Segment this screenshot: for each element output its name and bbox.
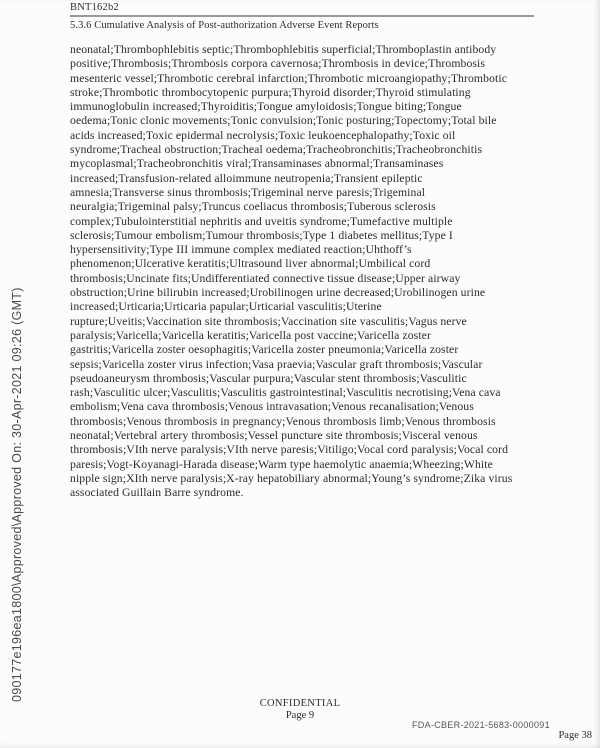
body-text-line: rash;Vasculitic ulcer;Vasculitis;Vasculitis gastrointestinal;Vasculitis necrotising;Vena cava	[70, 386, 501, 400]
body-text-line: thrombosis;Venous thrombosis in pregnancy;Venous thrombosis limb;Venous thrombosis	[70, 414, 496, 428]
body-text-line: gastritis;Varicella zoster oesophagitis;Varicella zoster pneumonia;Varicella zoster	[70, 343, 459, 357]
body-text-line: sclerosis;Tumour embolism;Tumour thrombosis;Type 1 diabetes mellitus;Type I	[70, 228, 453, 242]
body-text-line: thrombosis;Uncinate fits;Undifferentiated connective tissue disease;Upper airway	[70, 271, 461, 285]
approval-stamp-vertical-text: 090177e196ea1800\Approved\Approved On: 30-Apr-2021 09:26 (GMT)	[10, 287, 24, 702]
body-text-line: immunoglobulin increased;Thyroiditis;Tongue amyloidosis;Tongue biting;Tongue	[70, 100, 462, 114]
page-header	[70, 2, 534, 32]
document-page-number: Page 9	[285, 710, 315, 721]
body-text-line: positive;Thrombosis;Thrombosis corpora cavernosa;Thrombosis in device;Thrombosis	[70, 57, 486, 71]
body-text-line: mesenteric vessel;Thrombotic cerebral infarction;Thrombotic microangiopathy;Thrombotic	[70, 71, 507, 85]
body-text-line: hypersensitivity;Type III immune complex mediated reaction;Uhthoff’s	[70, 243, 412, 257]
body-text-line: neuralgia;Trigeminal palsy;Truncus coeliacus thrombosis;Tuberous sclerosis	[70, 200, 436, 214]
body-text-line: paralysis;Varicella;Varicella keratitis;Varicella post vaccine;Varicella zoster	[70, 328, 431, 342]
body-text-line: increased;Urticaria;Urticaria papular;Urticarial vasculitis;Uterine	[70, 300, 382, 314]
section-title: 5.3.6 Cumulative Analysis of Post-authorization Adverse Event Reports	[70, 20, 379, 31]
body-text-line: neonatal;Vertebral artery thrombosis;Vessel puncture site thrombosis;Visceral venous	[70, 429, 478, 443]
body-text-line: thrombosis;VIth nerve paralysis;VIth nerve paresis;Vitiligo;Vocal cord paralysis;Vocal cord	[70, 443, 509, 457]
body-text-line: oedema;Tonic clonic movements;Tonic convulsion;Tonic posturing;Topectomy;Total bile	[70, 114, 497, 128]
body-text-line: acids increased;Toxic epidermal necrolysis;Toxic leukoencephalopathy;Toxic oil	[70, 128, 456, 142]
adverse-events-list	[70, 43, 548, 501]
body-text-line: sepsis;Varicella zoster virus infection;Vasa praevia;Vascular graft thrombosis;Vascular	[70, 357, 483, 371]
confidential-label: CONFIDENTIAL	[259, 698, 341, 709]
body-text-line: stroke;Thrombotic thrombocytopenic purpura;Thyroid disorder;Thyroid stimulating	[70, 85, 471, 99]
document-id: BNT162b2	[70, 2, 119, 13]
body-text-line: amnesia;Transverse sinus thrombosis;Trigeminal nerve paresis;Trigeminal	[70, 185, 426, 199]
body-text-line: mycoplasmal;Tracheobronchitis viral;Transaminases abnormal;Transaminases	[70, 157, 444, 171]
body-text-line: nipple sign;XIth nerve paralysis;X-ray hepatobiliary abnormal;Young’s syndrome;Zika virus	[70, 471, 513, 485]
fda-document-id: FDA-CBER-2021-5683-0000091	[412, 720, 550, 730]
body-text-line: phenomenon;Ulcerative keratitis;Ultrasound liver abnormal;Umbilical cord	[70, 257, 431, 271]
body-text-line: embolism;Vena cava thrombosis;Venous intravasation;Venous recanalisation;Venous	[70, 400, 474, 414]
body-text-line: increased;Transfusion-related alloimmune neutropenia;Transient epileptic	[70, 171, 423, 185]
header-divider	[70, 15, 534, 17]
body-text-line: rupture;Uveitis;Vaccination site thrombosis;Vaccination site vasculitis;Vagus nerve	[70, 314, 467, 328]
body-text-line: syndrome;Tracheal obstruction;Tracheal oedema;Tracheobronchitis;Tracheobronchitis	[70, 143, 483, 157]
body-text-line: associated Guillain Barre syndrome.	[70, 486, 244, 500]
body-text-line: neonatal;Thrombophlebitis septic;Thrombophlebitis superficial;Thromboplastin antibody	[70, 43, 497, 56]
body-text-line: paresis;Vogt-Koyanagi-Harada disease;Warm type haemolytic anaemia;Wheezing;White	[70, 457, 493, 471]
body-text-line: complex;Tubulointerstitial nephritis and uveitis syndrome;Tumefactive multiple	[70, 214, 453, 228]
body-text-line: pseudoaneurysm thrombosis;Vascular purpura;Vascular stent thrombosis;Vasculitic	[70, 371, 467, 385]
pdf-sheet-number: Page 38	[558, 730, 592, 741]
body-text-line: obstruction;Urine bilirubin increased;Urobilinogen urine decreased;Urobilinogen urine	[70, 286, 486, 300]
